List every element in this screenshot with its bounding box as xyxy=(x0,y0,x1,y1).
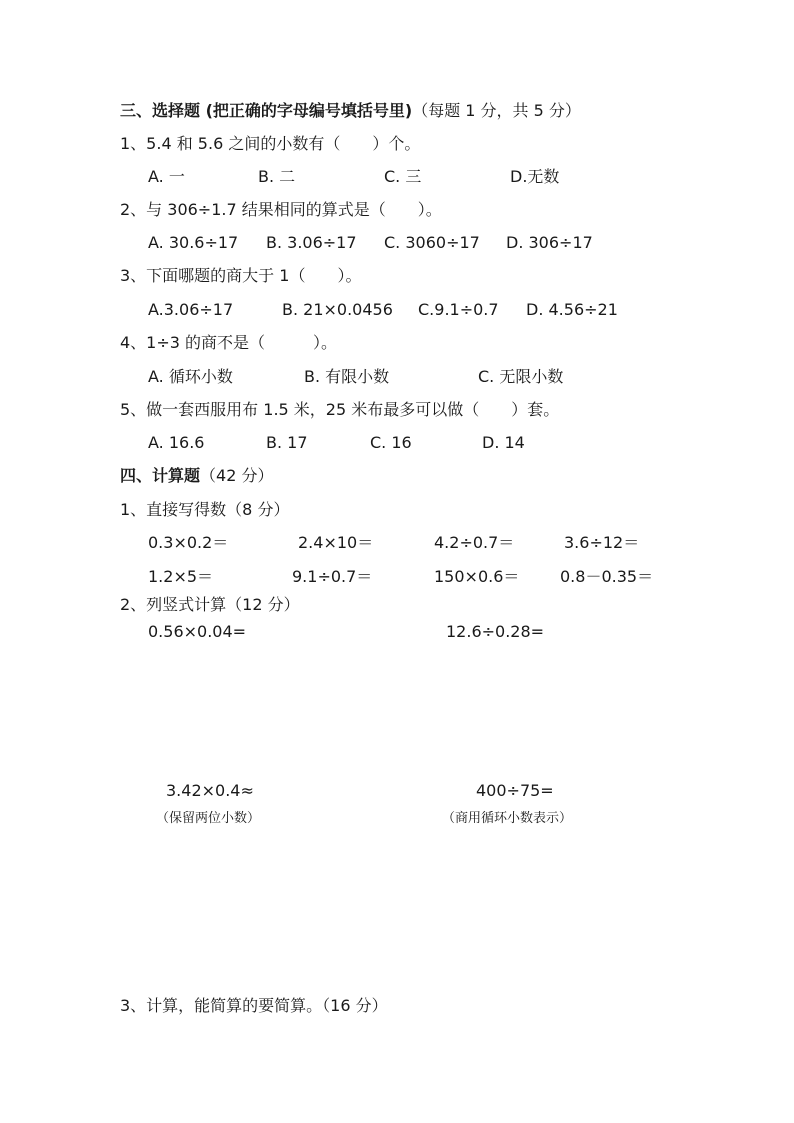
question-3-option-a: A.3.06÷17 xyxy=(148,300,234,319)
vertical-calc-1: 0.56×0.04= xyxy=(148,622,247,641)
vertical-calc-4-note: （商用循环小数表示） xyxy=(442,811,573,826)
question-5-stem: 5、做一套西服用布 1.5 米，25 米布最多可以做（ ）套。 xyxy=(120,400,560,419)
question-5-option-d: D. 14 xyxy=(482,433,525,452)
question-5-option-c: C. 16 xyxy=(370,433,412,452)
mental-calc-6: 9.1÷0.7＝ xyxy=(292,567,373,586)
part3-title: 3、计算，能简算的要简算。（16 分） xyxy=(120,996,388,1015)
question-3-option-c: C.9.1÷0.7 xyxy=(418,300,499,319)
question-4-option-a: A. 循环小数 xyxy=(148,367,233,386)
vertical-calc-2: 12.6÷0.28= xyxy=(446,622,545,641)
section3-heading-score: （每题 1 分，共 5 分） xyxy=(412,101,581,120)
part1-title: 1、直接写得数（8 分） xyxy=(120,500,290,519)
mental-calc-3: 4.2÷0.7＝ xyxy=(434,533,515,552)
question-2-option-d: D. 306÷17 xyxy=(506,233,593,252)
question-5-option-b: B. 17 xyxy=(266,433,308,452)
part2-title: 2、列竖式计算（12 分） xyxy=(120,595,300,614)
question-2-option-b: B. 3.06÷17 xyxy=(266,233,357,252)
question-4-option-b: B. 有限小数 xyxy=(304,367,390,386)
section4-heading-title: 四、计算题 xyxy=(120,466,201,485)
question-1-option-a: A. 一 xyxy=(148,167,185,186)
section3-heading xyxy=(120,101,581,121)
question-1-option-c: C. 三 xyxy=(384,167,422,186)
question-2-option-a: A. 30.6÷17 xyxy=(148,233,239,252)
vertical-calc-3-note: （保留两位小数） xyxy=(156,811,261,826)
question-2-stem: 2、与 306÷1.7 结果相同的算式是（ ）。 xyxy=(120,200,442,219)
question-5-option-a: A. 16.6 xyxy=(148,433,205,452)
section4-heading-score: （42 分） xyxy=(200,466,274,485)
question-1-option-b: B. 二 xyxy=(258,167,296,186)
vertical-calc-4: 400÷75= xyxy=(476,781,554,800)
mental-calc-2: 2.4×10＝ xyxy=(298,533,374,552)
section3-heading-title: 三、选择题 (把正确的字母编号填括号里) xyxy=(120,101,413,120)
vertical-calc-3: 3.42×0.4≈ xyxy=(166,781,254,800)
question-2-option-c: C. 3060÷17 xyxy=(384,233,480,252)
section4-heading xyxy=(120,466,273,486)
mental-calc-8: 0.8－0.35＝ xyxy=(560,567,654,586)
question-3-option-d: D. 4.56÷21 xyxy=(526,300,618,319)
mental-calc-4: 3.6÷12＝ xyxy=(564,533,640,552)
mental-calc-5: 1.2×5＝ xyxy=(148,567,214,586)
question-4-option-c: C. 无限小数 xyxy=(478,367,564,386)
mental-calc-1: 0.3×0.2＝ xyxy=(148,533,229,552)
question-4-stem: 4、1÷3 的商不是（ ）。 xyxy=(120,333,338,352)
mental-calc-7: 150×0.6＝ xyxy=(434,567,520,586)
question-3-stem: 3、下面哪题的商大于 1（ ）。 xyxy=(120,266,362,285)
question-3-option-b: B. 21×0.0456 xyxy=(282,300,393,319)
question-1-option-d: D.无数 xyxy=(510,167,560,186)
question-1-stem: 1、5.4 和 5.6 之间的小数有（ ）个。 xyxy=(120,134,421,153)
